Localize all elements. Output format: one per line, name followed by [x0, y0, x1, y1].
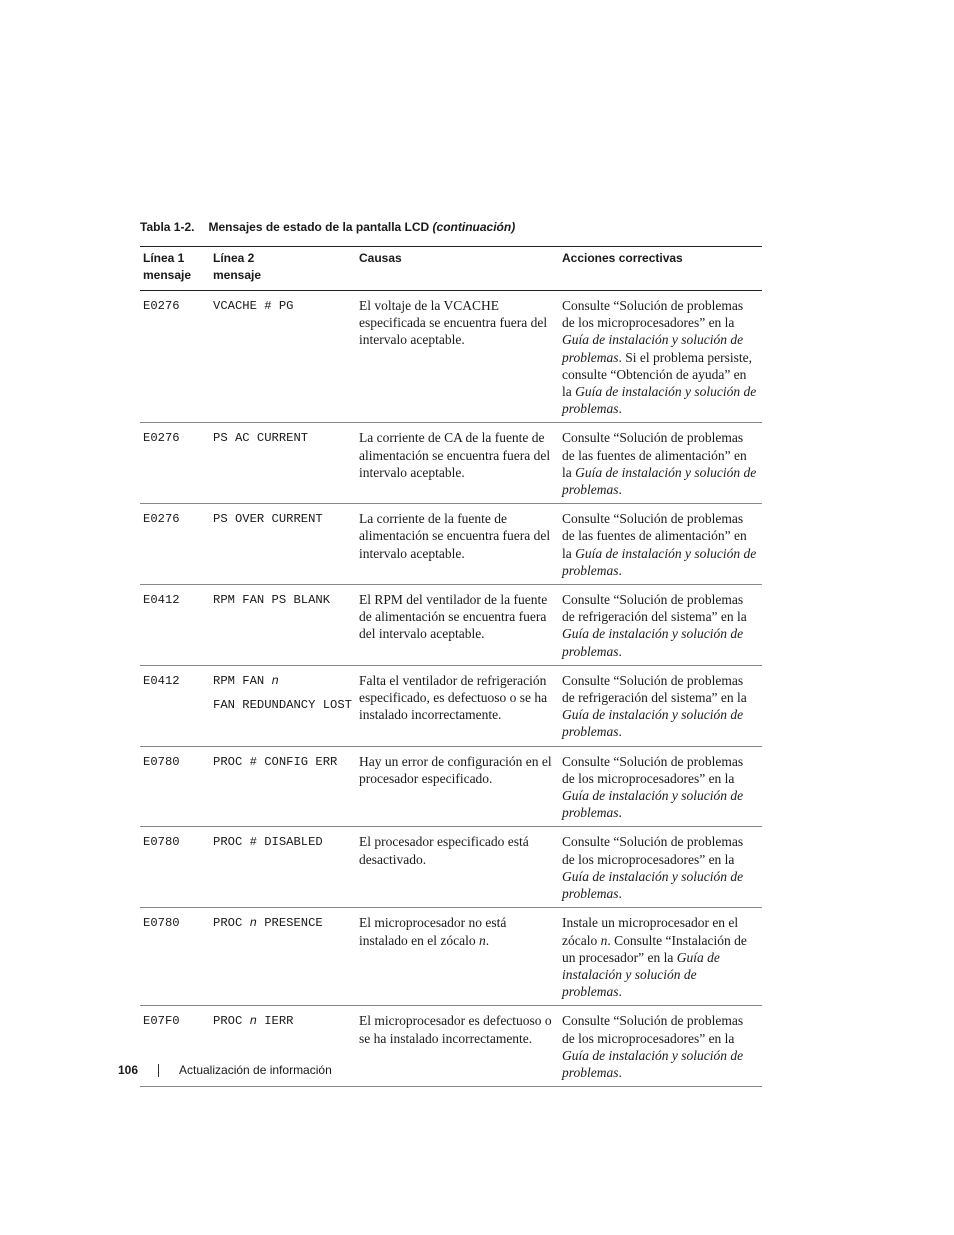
table-body [140, 291, 762, 1087]
table-row [140, 291, 762, 423]
page-number: 106 [118, 1063, 139, 1077]
line2-message: PROC # CONFIG ERR [210, 746, 356, 827]
header-causes: Causas [356, 247, 559, 291]
line2-message: PROC n IERR [210, 1006, 356, 1087]
line2-message: RPM FAN PS BLANK [210, 585, 356, 666]
cause-cell: El microprocesador no está instalado en el zócalo n. [356, 908, 559, 1006]
line1-code: E0412 [140, 665, 210, 746]
cause-cell: El RPM del ventilador de la fuente de alimentación se encuentra fuera del intervalo aceptable. [356, 585, 559, 666]
cause-cell: El procesador especificado está desactivado. [356, 827, 559, 908]
table-row [140, 504, 762, 585]
cause-cell: El microprocesador es defectuoso o se ha instalado incorrectamente. [356, 1006, 559, 1087]
line1-code: E0412 [140, 585, 210, 666]
table-row [140, 423, 762, 504]
line1-code: E07F0 [140, 1006, 210, 1087]
cause-cell: Falta el ventilador de refrigeración especificado, es defectuoso o se ha instalado incorrectamente. [356, 665, 559, 746]
table-row [140, 827, 762, 908]
action-cell: Consulte “Solución de problemas de las fuentes de alimentación” en la Guía de instalación y solución de problemas. [559, 504, 762, 585]
line2-message: RPM FAN n FAN REDUNDANCY LOST [210, 665, 356, 746]
line2-message: VCACHE # PG [210, 291, 356, 423]
cause-cell: La corriente de CA de la fuente de alimentación se encuentra fuera del intervalo aceptable. [356, 423, 559, 504]
line2-message: PROC # DISABLED [210, 827, 356, 908]
table-header-row [140, 247, 762, 291]
line1-code: E0276 [140, 291, 210, 423]
action-cell: Consulte “Solución de problemas de refrigeración del sistema” en la Guía de instalación y solución de problemas. [559, 665, 762, 746]
action-cell: Consulte “Solución de problemas de los microprocesadores” en la Guía de instalación y solución de problemas. Si el problema persiste, consulte “Obtención de ayuda” en la Guía de instalación y solución de problemas. [559, 291, 762, 423]
line1-code: E0276 [140, 423, 210, 504]
table-caption [140, 220, 765, 234]
cause-cell: El voltaje de la VCACHE especificada se encuentra fuera del intervalo aceptable. [356, 291, 559, 423]
lcd-status-table [140, 246, 762, 1087]
action-cell: Consulte “Solución de problemas de refrigeración del sistema” en la Guía de instalación y solución de problemas. [559, 585, 762, 666]
line1-code: E0276 [140, 504, 210, 585]
line2-message: PS AC CURRENT [210, 423, 356, 504]
table-row [140, 908, 762, 1006]
line1-code: E0780 [140, 827, 210, 908]
footer-divider [158, 1064, 159, 1077]
action-cell: Consulte “Solución de problemas de los microprocesadores” en la Guía de instalación y solución de problemas. [559, 1006, 762, 1087]
action-cell: Instale un microprocesador en el zócalo n. Consulte “Instalación de un procesador” en la Guía de instalación y solución de problemas. [559, 908, 762, 1006]
line2-message: PS OVER CURRENT [210, 504, 356, 585]
section-title: Actualización de información [179, 1063, 332, 1077]
line1-code: E0780 [140, 908, 210, 1006]
header-line1: Línea 1 mensaje [140, 247, 210, 291]
action-cell: Consulte “Solución de problemas de los microprocesadores” en la Guía de instalación y solución de problemas. [559, 746, 762, 827]
line2-secondary: FAN REDUNDANCY LOST [213, 697, 352, 712]
table-row [140, 585, 762, 666]
action-cell: Consulte “Solución de problemas de las fuentes de alimentación” en la Guía de instalación y solución de problemas. [559, 423, 762, 504]
header-actions: Acciones correctivas [559, 247, 762, 291]
table-number: Tabla 1-2. [140, 220, 195, 234]
table-row [140, 665, 762, 746]
cause-cell: Hay un error de configuración en el procesador especificado. [356, 746, 559, 827]
line2-message: PROC n PRESENCE [210, 908, 356, 1006]
table-title: Mensajes de estado de la pantalla LCD [208, 220, 430, 234]
action-cell: Consulte “Solución de problemas de los microprocesadores” en la Guía de instalación y solución de problemas. [559, 827, 762, 908]
table-row [140, 746, 762, 827]
line1-code: E0780 [140, 746, 210, 827]
header-line2: Línea 2 mensaje [210, 247, 356, 291]
table-continuation: (continuación) [432, 220, 516, 234]
cause-cell: La corriente de la fuente de alimentación se encuentra fuera del intervalo aceptable. [356, 504, 559, 585]
